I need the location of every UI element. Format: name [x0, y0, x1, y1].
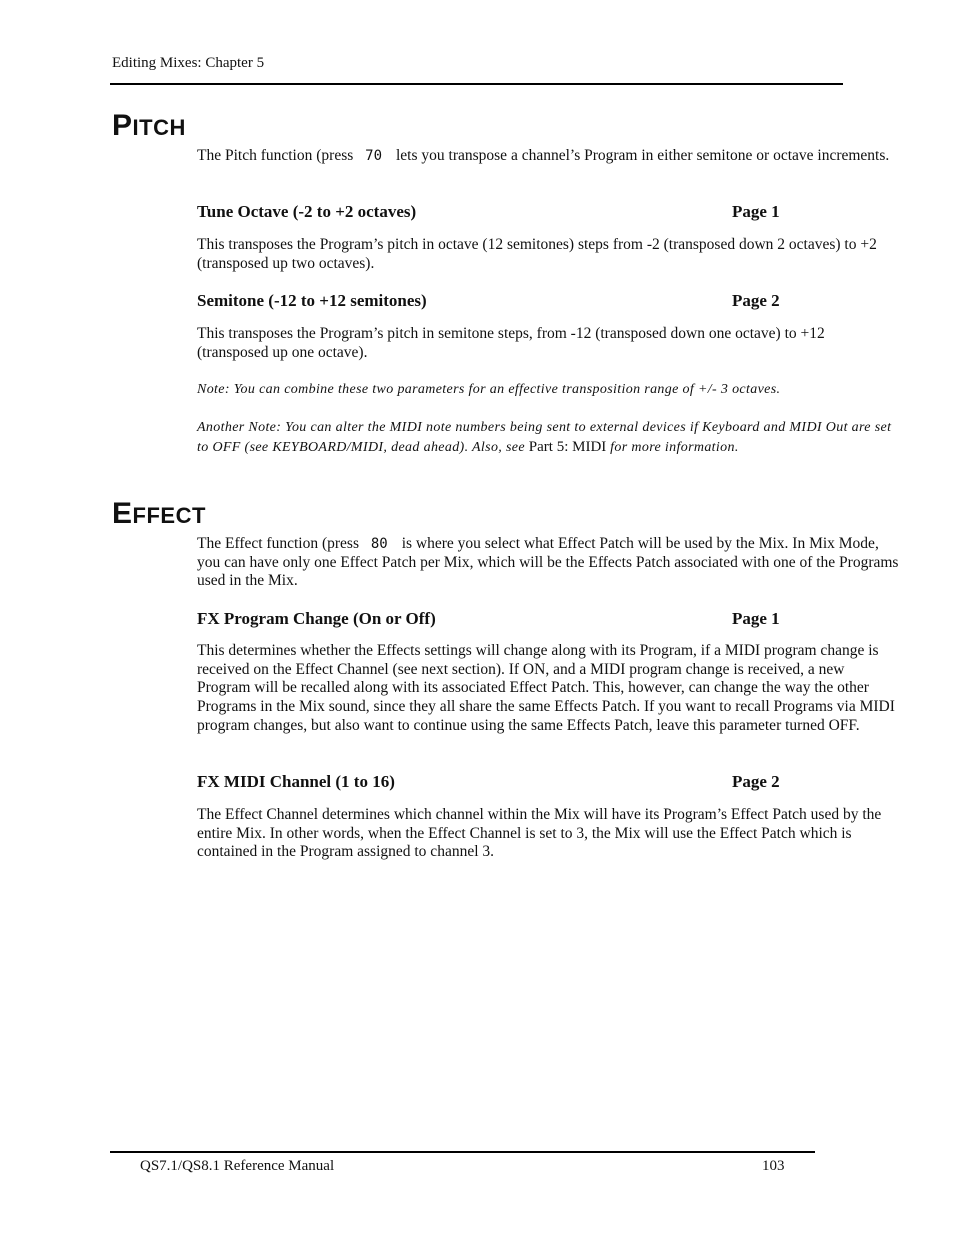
- param-description-tune-octave: This transposes the Program’s pitch in octave (12 semitones) steps from -2 (transposed down 2 octaves) to +2 (transposed up two octaves).: [197, 236, 877, 272]
- footer-rule: [110, 1151, 815, 1153]
- param-page: Page 2: [732, 291, 780, 310]
- param-description-fx-program-change: This determines whether the Effects settings will change along with its Program, if a MIDI program change is received on the Effect Channel (see next section). If ON, and a MIDI program change is received, a new Program will be recalled along with its associated Effect Patch. This, however, can change the way the other Programs in the Mix sound, since they all share the same Effects Patch. If you want to recall Programs via MIDI program changes, but also want to continue using the same Effects Patch, leave this parameter turned OFF.: [197, 642, 895, 734]
- param-name: FX MIDI Channel (1 to 16): [197, 772, 395, 791]
- param-heading-semitone: [197, 291, 797, 311]
- section-title-initial: P: [112, 109, 133, 142]
- param-name: FX Program Change (On or Off): [197, 609, 436, 628]
- section-title-rest: ITCH: [132, 115, 186, 140]
- header-rule: [110, 83, 843, 85]
- param-heading-fx-midi-channel: [197, 772, 797, 792]
- param-name: Semitone (-12 to +12 semitones): [197, 291, 427, 310]
- note2-cross-reference: Part 5: MIDI: [528, 438, 607, 455]
- footer-manual-title: QS7.1/QS8.1 Reference Manual: [140, 1158, 335, 1174]
- effect-function-key: 80: [370, 536, 388, 552]
- section-title-rest: FFECT: [132, 503, 206, 528]
- section-title-initial: E: [112, 497, 133, 530]
- pitch-intro: [197, 147, 899, 166]
- param-page: Page 2: [732, 772, 780, 791]
- pitch-intro-after: lets you transpose a channel’s Program in either semitone or octave increments.: [396, 147, 890, 164]
- param-description-semitone: This transposes the Program’s pitch in semitone steps, from -12 (transposed down one octave) to +12 (transposed up one octave).: [197, 325, 825, 361]
- param-page: Page 1: [732, 202, 780, 221]
- effect-intro-before: The Effect function (press: [197, 535, 363, 552]
- running-header: Editing Mixes: Chapter 5: [112, 55, 265, 71]
- note2-text-after: for more information.: [606, 439, 739, 455]
- footer-page-number: 103: [762, 1158, 785, 1174]
- section-title-effect: [112, 499, 206, 529]
- note-midi-note-numbers: [197, 419, 897, 457]
- note2-text-before: Another Note: You can alter the MIDI note numbers being sent to external devices if Keyboard and MIDI Out are set to OFF (see KEYBOARD/MIDI, dead ahead). Also, see: [197, 420, 892, 455]
- param-heading-fx-program-change: [197, 609, 797, 629]
- param-description-fx-midi-channel: The Effect Channel determines which channel within the Mix will have its Program’s Effect Patch used by the entire Mix. In other words, when the Effect Channel is set to 3, the Mix will use the Effect Patch which is contained in the Program assigned to channel 3.: [197, 806, 882, 861]
- param-name: Tune Octave (-2 to +2 octaves): [197, 202, 417, 221]
- param-heading-tune-octave: [197, 202, 797, 222]
- pitch-intro-before: The Pitch function (press: [197, 147, 358, 164]
- note-transposition-range: Note: You can combine these two parameters for an effective transposition range of +/- 3 octaves.: [197, 382, 781, 397]
- section-title-pitch: [112, 111, 186, 141]
- param-page: Page 1: [732, 609, 780, 628]
- effect-intro: [197, 535, 899, 591]
- effect-intro-after: is where you select what Effect Patch will be used by the Mix. In Mix Mode, you can have only one Effect Patch per Mix, which will be the Effects Patch associated with one of the Programs used in the Mix.: [197, 535, 899, 590]
- pitch-function-key: 70: [365, 148, 382, 164]
